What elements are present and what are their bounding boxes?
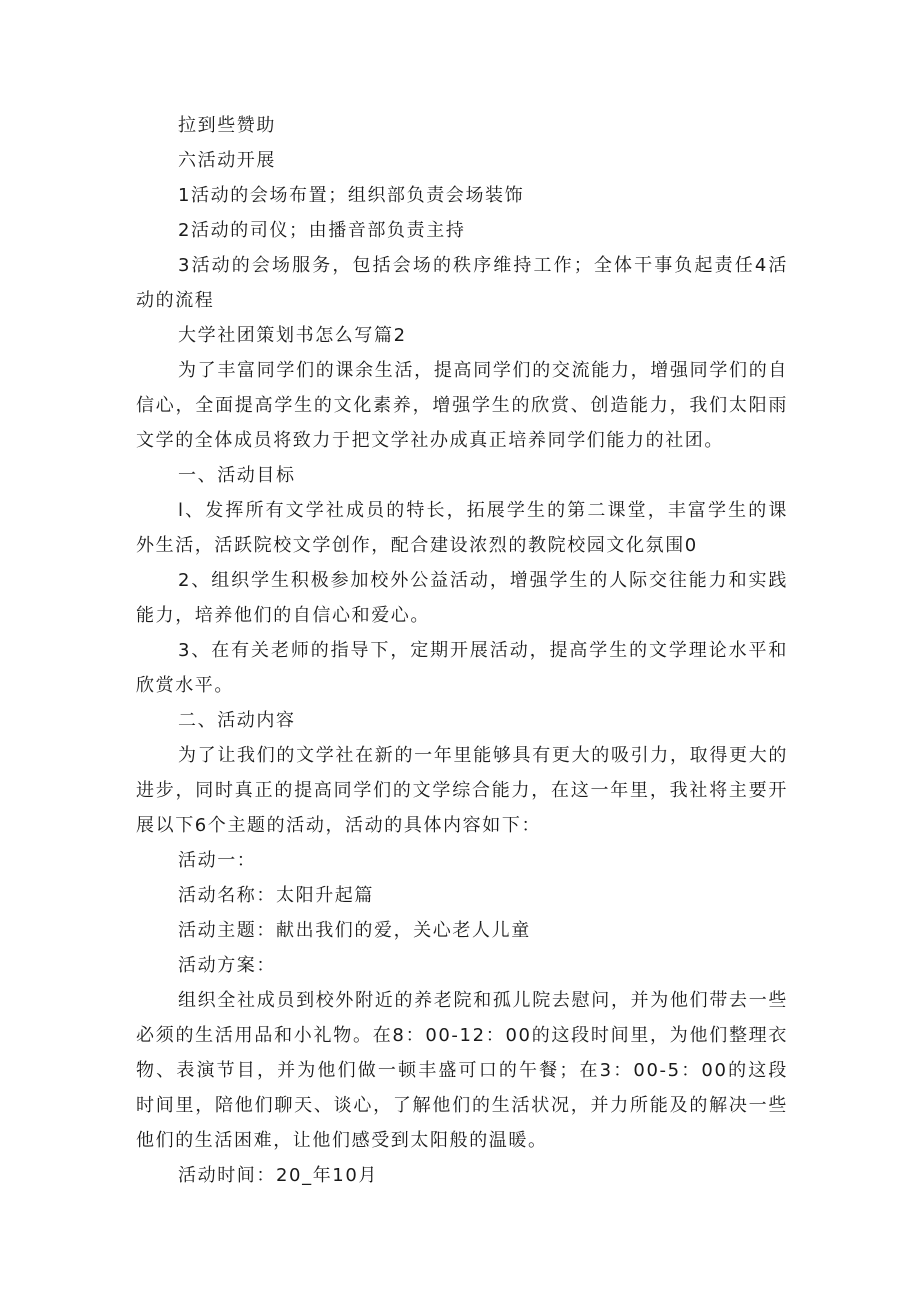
activity-time: 活动时间：20_年10月 bbox=[178, 1165, 379, 1186]
paragraph: 为了让我们的文学社在新的一年里能够具有更大的吸引力，取得更大的进步，同时真正的提高同学们的文学综合能力，在这一年里，我社将主要开展以下6个主题的活动，活动的具体内容如下： bbox=[136, 745, 788, 836]
activity-theme: 活动主题：献出我们的爱，关心老人儿童 bbox=[178, 920, 531, 941]
list-item: l、发挥所有文学社成员的特长，拓展学生的第二课堂，丰富学生的课外生活，活跃院校文学创作，配合建设浓烈的教院校园文化氛围0 bbox=[136, 500, 788, 556]
list-item: 3活动的会场服务，包括会场的秩序维持工作；全体干事负起责任4活动的流程 bbox=[136, 255, 788, 311]
article-title: 大学社团策划书怎么写篇2 bbox=[178, 325, 407, 346]
paragraph: 为了丰富同学们的课余生活，提高同学们的交流能力，增强同学们的自信心，全面提高学生的文化素养，增强学生的欣赏、创造能力，我们太阳雨文学的全体成员将致力于把文学社办成真正培养同学们能力的社团。 bbox=[136, 360, 788, 451]
list-item: 2活动的司仪；由播音部负责主持 bbox=[178, 220, 466, 241]
activity-name: 活动名称：太阳升起篇 bbox=[178, 885, 374, 906]
list-item: 1活动的会场布置；组织部负责会场装饰 bbox=[178, 185, 525, 206]
section-heading: 六活动开展 bbox=[178, 150, 276, 171]
list-item: 3、在有关老师的指导下，定期开展活动，提高学生的文学理论水平和欣赏水平。 bbox=[136, 640, 788, 696]
paragraph: 组织全社成员到校外附近的养老院和孤儿院去慰问，并为他们带去一些必须的生活用品和小礼物。在8：00-12：00的这段时间里，为他们整理衣物、表演节目，并为他们做一顿丰盛可口的午餐；在3：00-5：00的这段时间里，陪他们聊天、谈心，了解他们的生活状况，并力所能及的解决一些他们的生活困难，让他们感受到太阳般的温暖。 bbox=[136, 990, 788, 1151]
list-item: 2、组织学生积极参加校外公益活动，增强学生的人际交往能力和实践能力，培养他们的自信心和爱心。 bbox=[136, 570, 788, 626]
section-heading: 一、活动目标 bbox=[178, 465, 296, 486]
paragraph: 拉到些赞助 bbox=[178, 115, 276, 136]
activity-label: 活动一： bbox=[178, 850, 257, 871]
document-body bbox=[136, 108, 788, 1193]
activity-plan-label: 活动方案： bbox=[178, 955, 276, 976]
section-heading: 二、活动内容 bbox=[178, 710, 296, 731]
